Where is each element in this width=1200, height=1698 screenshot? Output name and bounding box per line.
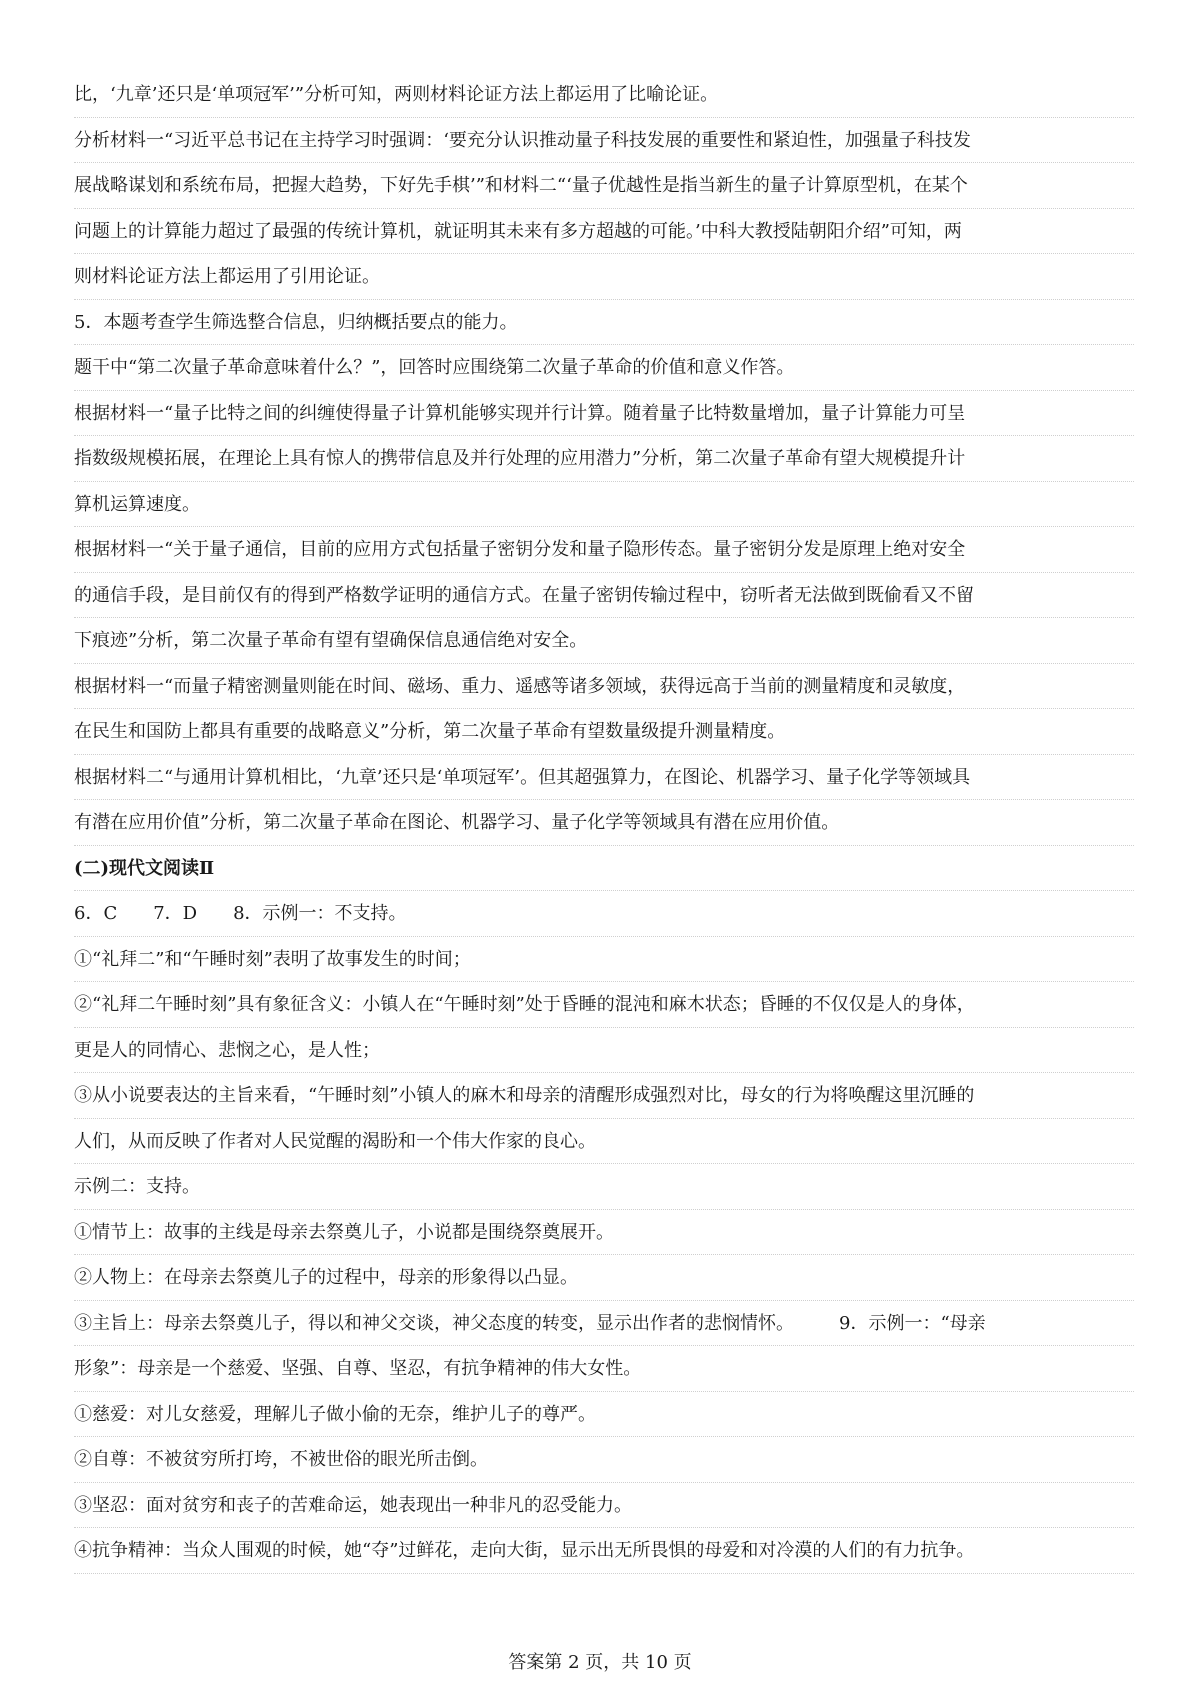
text-line-32: ③坚忍：面对贫穷和丧子的苦难命运，她表现出一种非凡的忍受能力。 (74, 1483, 1134, 1529)
text-line-5: 则材料论证方法上都运用了引用论证。 (74, 254, 1134, 300)
text-line-13: 下痕迹”分析，第二次量子革命有望有望确保信息通信绝对安全。 (74, 618, 1134, 664)
text-line-24: 人们，从而反映了作者对人民觉醒的渴盼和一个伟大作家的良心。 (74, 1119, 1134, 1165)
text-line-11: 根据材料一“关于量子通信，目前的应用方式包括量子密钥分发和量子隐形传态。量子密钥分发是原理上绝对安全 (74, 527, 1134, 573)
text-line-1: 比，‘九章’还只是‘单项冠军’”分析可知，两则材料论证方法上都运用了比喻论证。 (74, 72, 1134, 118)
text-line-7: 题干中“第二次量子革命意味着什么？”，回答时应围绕第二次量子革命的价值和意义作答。 (74, 345, 1134, 391)
text-line-4: 问题上的计算能力超过了最强的传统计算机，就证明其未来有多方超越的可能。’中科大教授陆朝阳介绍”可知，两 (74, 209, 1134, 255)
text-line-30: ①慈爱：对儿女慈爱，理解儿子做小偷的无奈，维护儿子的尊严。 (74, 1392, 1134, 1438)
text-line-26: ①情节上：故事的主线是母亲去祭奠儿子，小说都是围绕祭奠展开。 (74, 1210, 1134, 1256)
text-line-8: 根据材料一“量子比特之间的纠缠使得量子计算机能够实现并行计算。随着量子比特数量增加，量子计算能力可呈 (74, 391, 1134, 437)
text-line-15: 在民生和国防上都具有重要的战略意义”分析，第二次量子革命有望数量级提升测量精度。 (74, 709, 1134, 755)
page-footer: 答案第 2 页，共 10 页 (508, 1652, 692, 1673)
text-line-23: ③从小说要表达的主旨来看，“午睡时刻”小镇人的麻木和母亲的清醒形成强烈对比，母女的行为将唤醒这里沉睡的 (74, 1073, 1134, 1119)
text-line-2: 分析材料一“习近平总书记在主持学习时强调：‘要充分认识推动量子科技发展的重要性和紧迫性，加强量子科技发 (74, 118, 1134, 164)
question-5-heading: 5．本题考查学生筛选整合信息，归纳概括要点的能力。 (74, 300, 1134, 346)
text-line-3: 展战略谋划和系统布局，把握大趋势，下好先手棋’”和材料二“‘量子优越性是指当新生的量子计算原型机，在某个 (74, 163, 1134, 209)
text-line-28: ③主旨上：母亲去祭奠儿子，得以和神父交谈，神父态度的转变，显示出作者的悲悯情怀。 9．示例一：“母亲 (74, 1301, 1134, 1347)
text-line-9: 指数级规模拓展，在理论上具有惊人的携带信息及并行处理的应用潜力”分析，第二次量子革命有望大规模提升计 (74, 436, 1134, 482)
example-2-heading: 示例二：支持。 (74, 1164, 1134, 1210)
text-line-21: ②“礼拜二午睡时刻”具有象征含义：小镇人在“午睡时刻”处于昏睡的混沌和麻木状态；昏睡的不仅仅是人的身体， (74, 982, 1134, 1028)
text-line-12: 的通信手段，是目前仅有的得到严格数学证明的通信方式。在量子密钥传输过程中，窃听者无法做到既偷看又不留 (74, 573, 1134, 619)
text-line-22: 更是人的同情心、悲悯之心，是人性； (74, 1028, 1134, 1074)
text-line-20: ①“礼拜二”和“午睡时刻”表明了故事发生的时间； (74, 937, 1134, 983)
section-heading: (二)现代文阅读Ⅱ (74, 846, 1134, 892)
answers-6-8: 6．C 7．D 8．示例一：不支持。 (74, 891, 1134, 937)
text-line-29: 形象”：母亲是一个慈爱、坚强、自尊、坚忍，有抗争精神的伟大女性。 (74, 1346, 1134, 1392)
text-line-10: 算机运算速度。 (74, 482, 1134, 528)
text-line-16: 根据材料二“与通用计算机相比，‘九章’还只是‘单项冠军’。但其超强算力，在图论、机器学习、量子化学等领域具 (74, 755, 1134, 801)
answer-page-body (74, 72, 1134, 1574)
text-line-27: ②人物上：在母亲去祭奠儿子的过程中，母亲的形象得以凸显。 (74, 1255, 1134, 1301)
text-line-17: 有潜在应用价值”分析，第二次量子革命在图论、机器学习、量子化学等领域具有潜在应用价值。 (74, 800, 1134, 846)
text-line-31: ②自尊：不被贫穷所打垮，不被世俗的眼光所击倒。 (74, 1437, 1134, 1483)
text-line-33: ④抗争精神：当众人围观的时候，她“夺”过鲜花，走向大街，显示出无所畏惧的母爱和对冷漠的人们的有力抗争。 (74, 1528, 1134, 1574)
text-line-14: 根据材料一“而量子精密测量则能在时间、磁场、重力、遥感等诸多领域，获得远高于当前的测量精度和灵敏度， (74, 664, 1134, 710)
